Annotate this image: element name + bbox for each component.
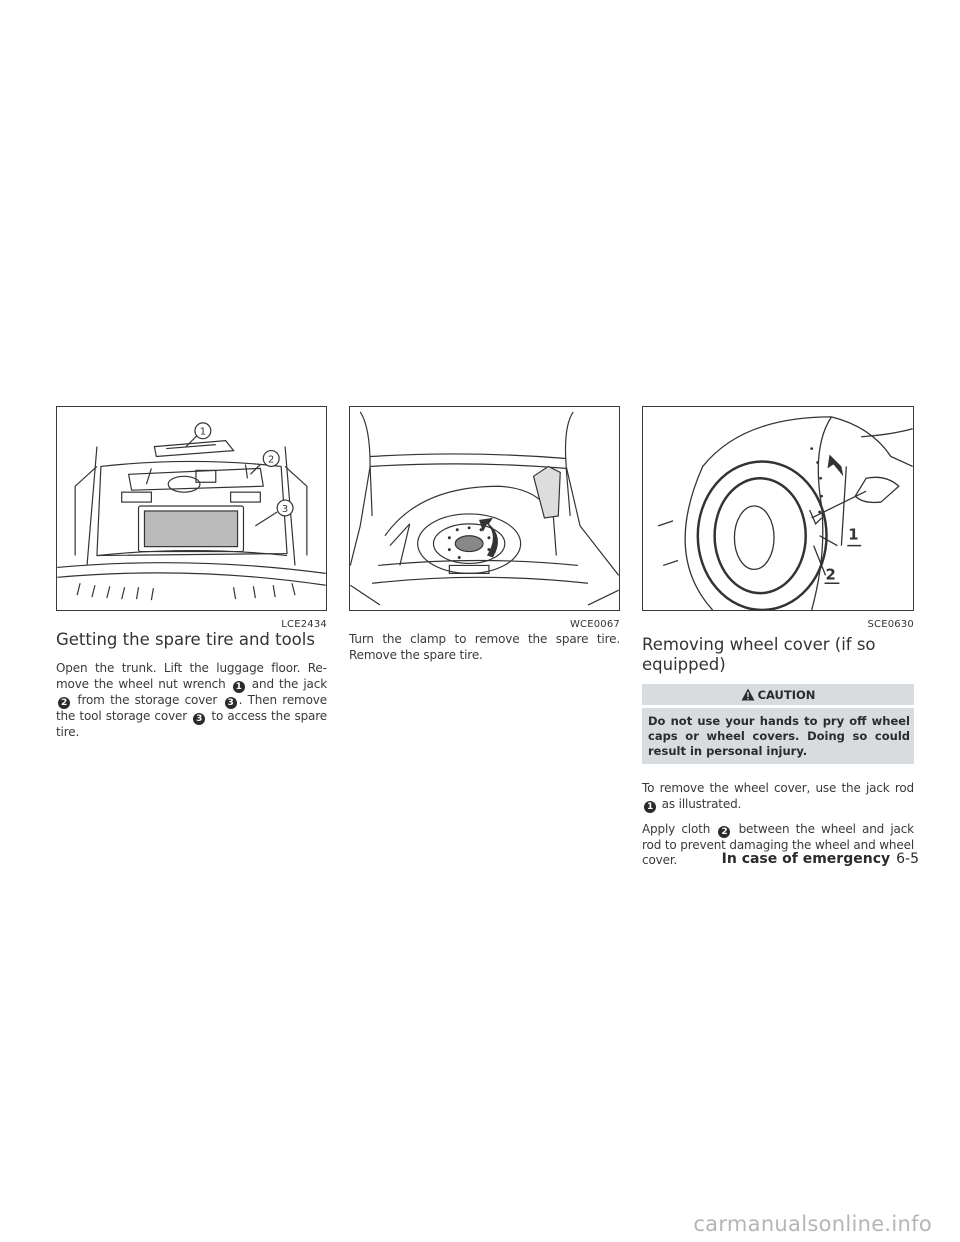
callout-badge-2: 2: [58, 697, 70, 709]
caution-text: Do not use your hands to pry off wheel caps or wheel covers. Doing so could result in personal injury.: [642, 708, 914, 764]
callout-3: 3: [281, 503, 289, 515]
watermark: carmanualsonline.info: [693, 1212, 932, 1236]
callout-badge-3: 3: [225, 697, 237, 709]
warning-icon: [741, 688, 755, 701]
section-wheel-cover: [642, 635, 914, 675]
tool-storage-illustration: [57, 407, 326, 610]
callout-1: 1: [199, 426, 207, 438]
section-title: Removing wheel cover (if so equipped): [642, 635, 876, 674]
figure-code-1: LCE2434: [281, 619, 327, 630]
figure-wheel-cover: [642, 406, 914, 611]
callout-badge-1: 1: [644, 801, 656, 813]
section-spare-tire-tools: [56, 630, 327, 740]
push-arrow-icon: [828, 455, 844, 477]
section-title: Getting the spare tire and tools: [56, 630, 315, 649]
wheel-cover-illustration: [643, 407, 913, 610]
chapter-title: In case of emergency: [721, 851, 891, 867]
callout-badge-3b: 3: [193, 713, 205, 725]
section-body: Open the trunk. Lift the luggage floor. Remove the wheel nut wrench 1 and the jack 2 from the storage cover 3 . Then remove the tool storage cover 3 to access the spare tire.: [56, 661, 328, 739]
callout-1: 1: [848, 525, 859, 544]
figure-tool-storage: [56, 406, 327, 611]
callout-badge-2: 2: [718, 826, 730, 838]
section-para-1: To remove the wheel cover, use the jack rod 1 as illustrated.: [642, 781, 914, 812]
caution-label: CAUTION: [757, 687, 816, 702]
figure-spare-tire: [349, 406, 620, 611]
section-remove-spare: [349, 632, 620, 663]
section-para-2: Apply cloth 2 between the wheel and jack rod to prevent damaging the wheel and wheel cover.: [642, 821, 914, 867]
caution-header: [642, 684, 914, 705]
page-number: 6-5: [896, 851, 919, 867]
callout-badge-1: 1: [233, 681, 245, 693]
callout-2: 2: [825, 565, 836, 584]
section-body: Turn the clamp to remove the spare tire. Remove the spare tire.: [349, 632, 620, 662]
callout-2: 2: [268, 454, 275, 466]
figure-code-2: WCE0067: [569, 619, 620, 630]
spare-tire-illustration: [350, 407, 619, 610]
page-footer: [722, 851, 919, 867]
caution-box: [642, 684, 914, 764]
figure-code-3: SCE0630: [867, 619, 914, 630]
